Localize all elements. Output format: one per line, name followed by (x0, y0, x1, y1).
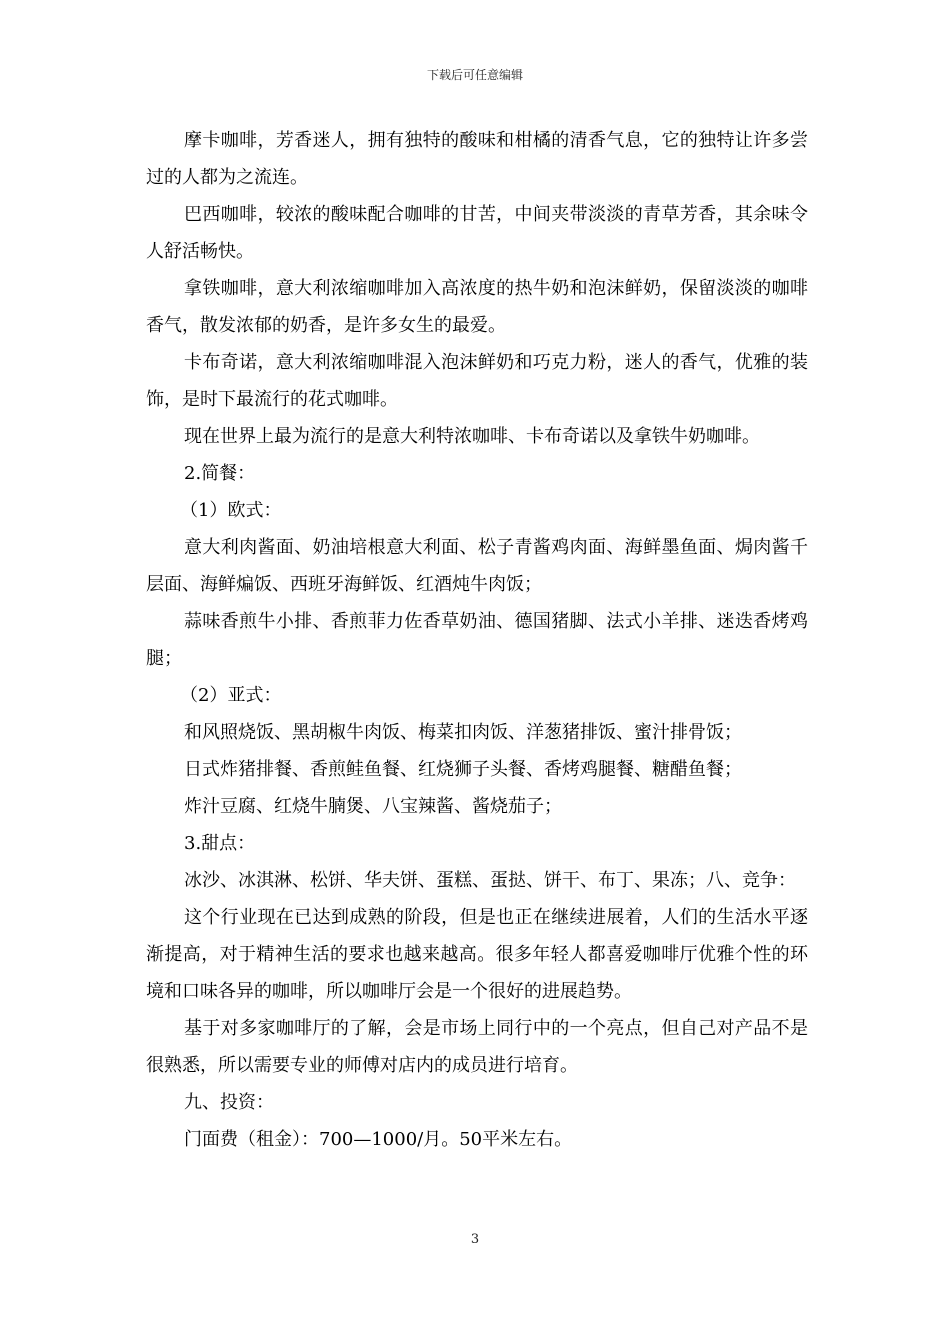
document-body (146, 122, 808, 1158)
page-number: 3 (470, 1232, 480, 1247)
paragraph-cappuccino: 卡布奇诺，意大利浓缩咖啡混入泡沫鲜奶和巧克力粉，迷人的香气，优雅的装饰，是时下最流行的花式咖啡。 (146, 352, 808, 410)
paragraph-latte: 拿铁咖啡，意大利浓缩咖啡加入高浓度的热牛奶和泡沫鲜奶，保留淡淡的咖啡香气，散发浓郁的奶香，是许多女生的最爱。 (146, 278, 808, 336)
paragraph-asian-dishes: 炸汁豆腐、红烧牛腩煲、八宝辣酱、酱烧茄子； (184, 796, 562, 817)
paragraph-desserts: 冰沙、冰淇淋、松饼、华夫饼、蛋糕、蛋挞、饼干、布丁、果冻；八、竞争： (184, 870, 796, 891)
paragraph-popular: 现在世界上最为流行的是意大利特浓咖啡、卡布奇诺以及拿铁牛奶咖啡。 (184, 426, 760, 447)
paragraph-industry: 这个行业现在已达到成熟的阶段，但是也正在继续进展着，人们的生活水平逐渐提高，对于精神生活的要求也越来越高。很多年轻人都喜爱咖啡厅优雅个性的环境和口味各异的咖啡，所以咖啡厅会是一个很好的进展趋势。 (146, 907, 808, 1002)
paragraph-mocha: 摩卡咖啡，芳香迷人，拥有独特的酸味和柑橘的清香气息，它的独特让许多尝过的人都为之流连。 (146, 130, 808, 188)
paragraph-market: 基于对多家咖啡厅的了解，会是市场上同行中的一个亮点，但自己对产品不是很熟悉，所以需要专业的师傅对店内的成员进行培育。 (146, 1018, 808, 1076)
section-heading-light-meals: 2.简餐： (184, 463, 256, 484)
page-header: 下载后可任意编辑 (426, 68, 523, 82)
section-heading-desserts: 3.甜点： (184, 833, 256, 854)
paragraph-european-pasta: 意大利肉酱面、奶油培根意大利面、松子青酱鸡肉面、海鲜墨鱼面、焗肉酱千层面、海鲜煸饭、西班牙海鲜饭、红酒炖牛肉饭； (146, 537, 808, 595)
subheading-asian: （2）亚式： (180, 685, 282, 706)
section-heading-investment: 九、投资： (184, 1092, 274, 1113)
paragraph-rent: 门面费（租金）：700—1000/月。50平米左右。 (184, 1129, 573, 1150)
subheading-european: （1）欧式： (180, 500, 282, 521)
paragraph-asian-sets: 日式炸猪排餐、香煎鲑鱼餐、红烧狮子头餐、香烤鸡腿餐、糖醋鱼餐； (184, 759, 742, 780)
paragraph-european-meat: 蒜味香煎牛小排、香煎菲力佐香草奶油、德国猪脚、法式小羊排、迷迭香烤鸡腿； (146, 611, 808, 669)
paragraph-brazil: 巴西咖啡，较浓的酸味配合咖啡的甘苦，中间夹带淡淡的青草芳香，其余味令人舒活畅快。 (146, 204, 808, 262)
paragraph-asian-rice: 和风照烧饭、黑胡椒牛肉饭、梅菜扣肉饭、洋葱猪排饭、蜜汁排骨饭； (184, 722, 742, 743)
